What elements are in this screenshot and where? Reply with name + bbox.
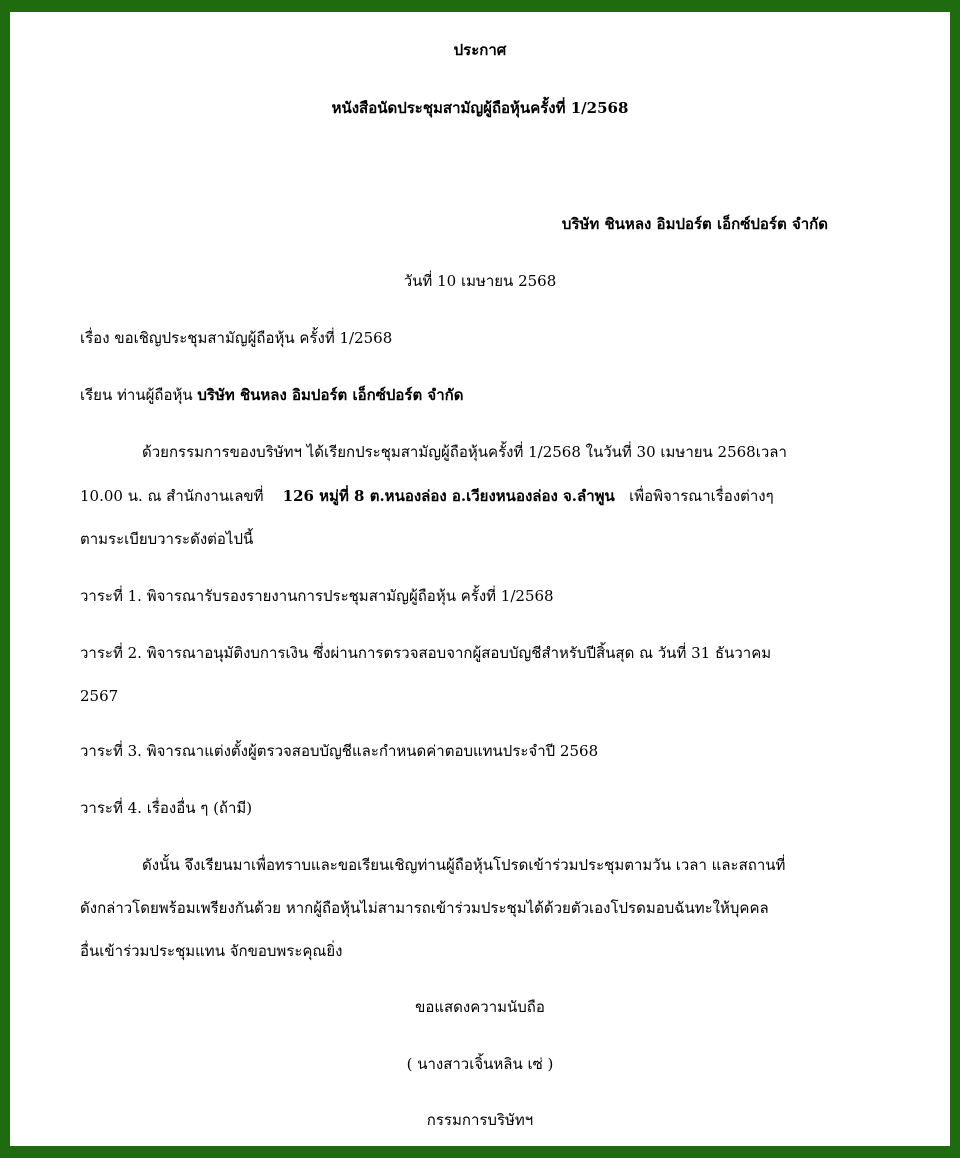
agenda-item-1: วาระที่ 1. พิจารณารับรองรายงานการประชุมสามัญผู้ถือหุ้น ครั้งที่ 1/2568: [80, 587, 554, 605]
signatory-position: กรรมการบริษัทฯ: [426, 1111, 534, 1129]
document-page: [10, 12, 950, 1146]
closing-line-1: ดังนั้น จึงเรียนมาเพื่อทราบและขอเรียนเชิญท่านผู้ถือหุ้นโปรดเข้าร่วมประชุมตามวัน เวลา และสถานที่: [142, 856, 786, 874]
addressee-company: บริษัท ชินหลง อิมปอร์ต เอ็กซ์ปอร์ต จำกัด: [197, 386, 464, 404]
company-name-header: บริษัท ชินหลง อิมปอร์ต เอ็กซ์ปอร์ต จำกัด: [561, 215, 828, 233]
intro-line-2: [80, 486, 774, 506]
subject-line: [80, 328, 392, 348]
intro-line-2-end: เพื่อพิจารณาเรื่องต่างๆ: [629, 487, 774, 505]
signature-regards: ขอแสดงความนับถือ: [415, 998, 545, 1016]
document-date: วันที่ 10 เมษายน 2568: [403, 272, 557, 290]
signatory-name: ( นางสาวเจิ้นหลิน เซ่ ): [406, 1055, 554, 1073]
announcement-title: ประกาศ: [453, 41, 507, 59]
agenda-item-2: วาระที่ 2. พิจารณาอนุมัติงบการเงิน ซึ่งผ่านการตรวจสอบจากผู้สอบบัญชีสำหรับปีสิ้นสุด ณ วันที่ 31 ธันวาคม: [80, 644, 772, 662]
addressee-label: เรียน: [80, 386, 113, 404]
subject-label: เรื่อง: [80, 329, 110, 347]
addressee-prefix: ท่านผู้ถือหุ้น: [117, 386, 193, 404]
addressee-line: [80, 385, 463, 405]
agenda-item-2-continuation: 2567: [80, 687, 119, 705]
intro-line-2-start: 10.00 น. ณ สำนักงานเลขที่: [80, 487, 264, 505]
subject-text: ขอเชิญประชุมสามัญผู้ถือหุ้น ครั้งที่ 1/2568: [114, 329, 393, 347]
meeting-address: 126 หมู่ที่ 8 ต.หนองล่อง อ.เวียงหนองล่อง จ.ลำพูน: [282, 487, 615, 505]
intro-line-3: ตามระเบียบวาระดังต่อไปนี้: [80, 530, 254, 548]
agenda-item-3: วาระที่ 3. พิจารณาแต่งตั้งผู้ตรวจสอบบัญชีและกำหนดค่าตอบแทนประจำปี 2568: [80, 742, 599, 760]
document-subtitle: หนังสือนัดประชุมสามัญผู้ถือหุ้นครั้งที่ 1/2568: [331, 99, 629, 117]
agenda-item-4: วาระที่ 4. เรื่องอื่น ๆ (ถ้ามี): [80, 799, 253, 817]
closing-line-3: อื่นเข้าร่วมประชุมแทน จักขอบพระคุณยิ่ง: [80, 942, 343, 960]
closing-line-2: ดังกล่าวโดยพร้อมเพรียงกันด้วย หากผู้ถือหุ้นไม่สามารถเข้าร่วมประชุมได้ด้วยตัวเองโปรดมอบฉันทะให้บุคคล: [80, 899, 769, 917]
intro-line-1: ด้วยกรรมการของบริษัทฯ ได้เรียกประชุมสามัญผู้ถือหุ้นครั้งที่ 1/2568 ในวันที่ 30 เมษายน 2568เวลา: [142, 443, 787, 461]
